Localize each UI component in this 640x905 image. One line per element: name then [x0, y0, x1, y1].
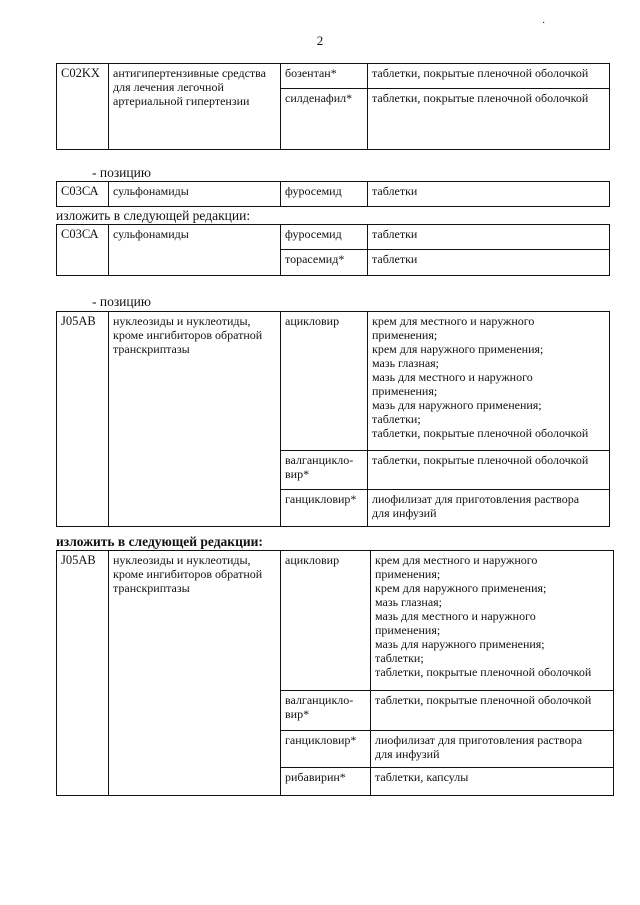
dosage-form	[371, 768, 614, 796]
form-line: применения;	[372, 384, 438, 398]
atc-group: сульфонамиды	[109, 182, 281, 207]
drug-line: валганцикло-	[285, 453, 354, 467]
form-line: крем для местного и наружного	[372, 314, 535, 328]
section-heading-position: - позицию	[92, 165, 151, 180]
table-c03ca-old	[56, 181, 610, 207]
atc-code: С03СА	[57, 225, 109, 276]
drug-line: валганцикло-	[285, 693, 354, 707]
page-number: 2	[316, 33, 324, 48]
form-line: таблетки, покрытые пленочной оболочкой	[375, 693, 592, 707]
drug-name: ацикловир	[281, 551, 371, 691]
form-line: мазь для местного и наружного	[375, 609, 536, 623]
drug-name: фуросемид	[281, 182, 368, 207]
atc-code: J05AB	[57, 551, 109, 796]
dosage-form	[371, 551, 614, 691]
form-line: применения;	[375, 567, 441, 581]
table-j05ab-old	[56, 311, 610, 527]
form-line: крем для наружного применения;	[372, 342, 544, 356]
dosage-form	[368, 490, 610, 527]
drug-name: силденафил*	[281, 89, 368, 150]
drug-name: бозентан*	[281, 64, 368, 89]
dosage-form: таблетки, покрытые пленочной оболочкой	[368, 89, 610, 150]
atc-group: сульфонамиды	[109, 225, 281, 276]
section-heading-new-edition: изложить в следующей редакции:	[56, 534, 263, 549]
drug-name: ганцикловир*	[281, 490, 368, 527]
form-line: крем для местного и наружного	[375, 553, 538, 567]
atc-group: нуклеозиды и нуклеотиды, кроме ингибиторов обратной транскриптазы	[109, 312, 281, 527]
dosage-form: таблетки, покрытые пленочной оболочкой	[368, 64, 610, 89]
form-line: мазь для местного и наружного	[372, 370, 533, 384]
drug-line: вир*	[285, 467, 310, 481]
page-mark: ·	[542, 18, 546, 29]
drug-name: фуросемид	[281, 225, 368, 250]
form-line: таблетки, капсулы	[375, 770, 469, 784]
table-c03ca-new	[56, 224, 610, 276]
atc-code: С03СА	[57, 182, 109, 207]
form-line: таблетки, покрытые пленочной оболочкой	[372, 426, 589, 440]
drug-name: торасемид*	[281, 250, 368, 276]
atc-code: C02KX	[57, 64, 109, 150]
form-line: применения;	[375, 623, 441, 637]
drug-name: рибавирин*	[281, 768, 371, 796]
drug-name	[281, 451, 368, 490]
dosage-form	[371, 691, 614, 731]
drug-name	[281, 691, 371, 731]
section-heading-new-edition: изложить в следующей редакции:	[56, 208, 251, 223]
form-line: таблетки;	[372, 412, 421, 426]
form-line: лиофилизат для приготовления раствора	[372, 492, 580, 506]
form-line: применения;	[372, 328, 438, 342]
table-c02kx	[56, 63, 610, 150]
table-row	[57, 312, 610, 451]
form-line: для инфузий	[372, 506, 437, 520]
table-row	[57, 182, 610, 207]
atc-group: антигипертензивные средства для лечения легочной артериальной гипертензии	[109, 64, 281, 150]
dosage-form	[368, 312, 610, 451]
dosage-form: таблетки	[368, 225, 610, 250]
table-row	[57, 64, 610, 89]
table-row	[57, 551, 614, 691]
section-heading-position: - позицию	[92, 294, 151, 309]
drug-name: ганцикловир*	[281, 731, 371, 768]
atc-group: нуклеозиды и нуклеотиды, кроме ингибиторов обратной транскриптазы	[109, 551, 281, 796]
form-line: таблетки, покрытые пленочной оболочкой	[375, 665, 592, 679]
atc-code: J05AB	[57, 312, 109, 527]
form-line: мазь глазная;	[372, 356, 440, 370]
form-line: мазь для наружного применения;	[375, 637, 545, 651]
drug-name: ацикловир	[281, 312, 368, 451]
dosage-form: таблетки	[368, 182, 610, 207]
form-line: крем для наружного применения;	[375, 581, 547, 595]
table-j05ab-new	[56, 550, 614, 796]
form-line: таблетки, покрытые пленочной оболочкой	[372, 453, 589, 467]
form-line: мазь глазная;	[375, 595, 443, 609]
form-line: таблетки;	[375, 651, 424, 665]
form-line: лиофилизат для приготовления раствора	[375, 733, 583, 747]
form-line: для инфузий	[375, 747, 440, 761]
dosage-form: таблетки	[368, 250, 610, 276]
table-row	[57, 225, 610, 250]
dosage-form	[371, 731, 614, 768]
dosage-form	[368, 451, 610, 490]
form-line: мазь для наружного применения;	[372, 398, 542, 412]
drug-line: вир*	[285, 707, 310, 721]
